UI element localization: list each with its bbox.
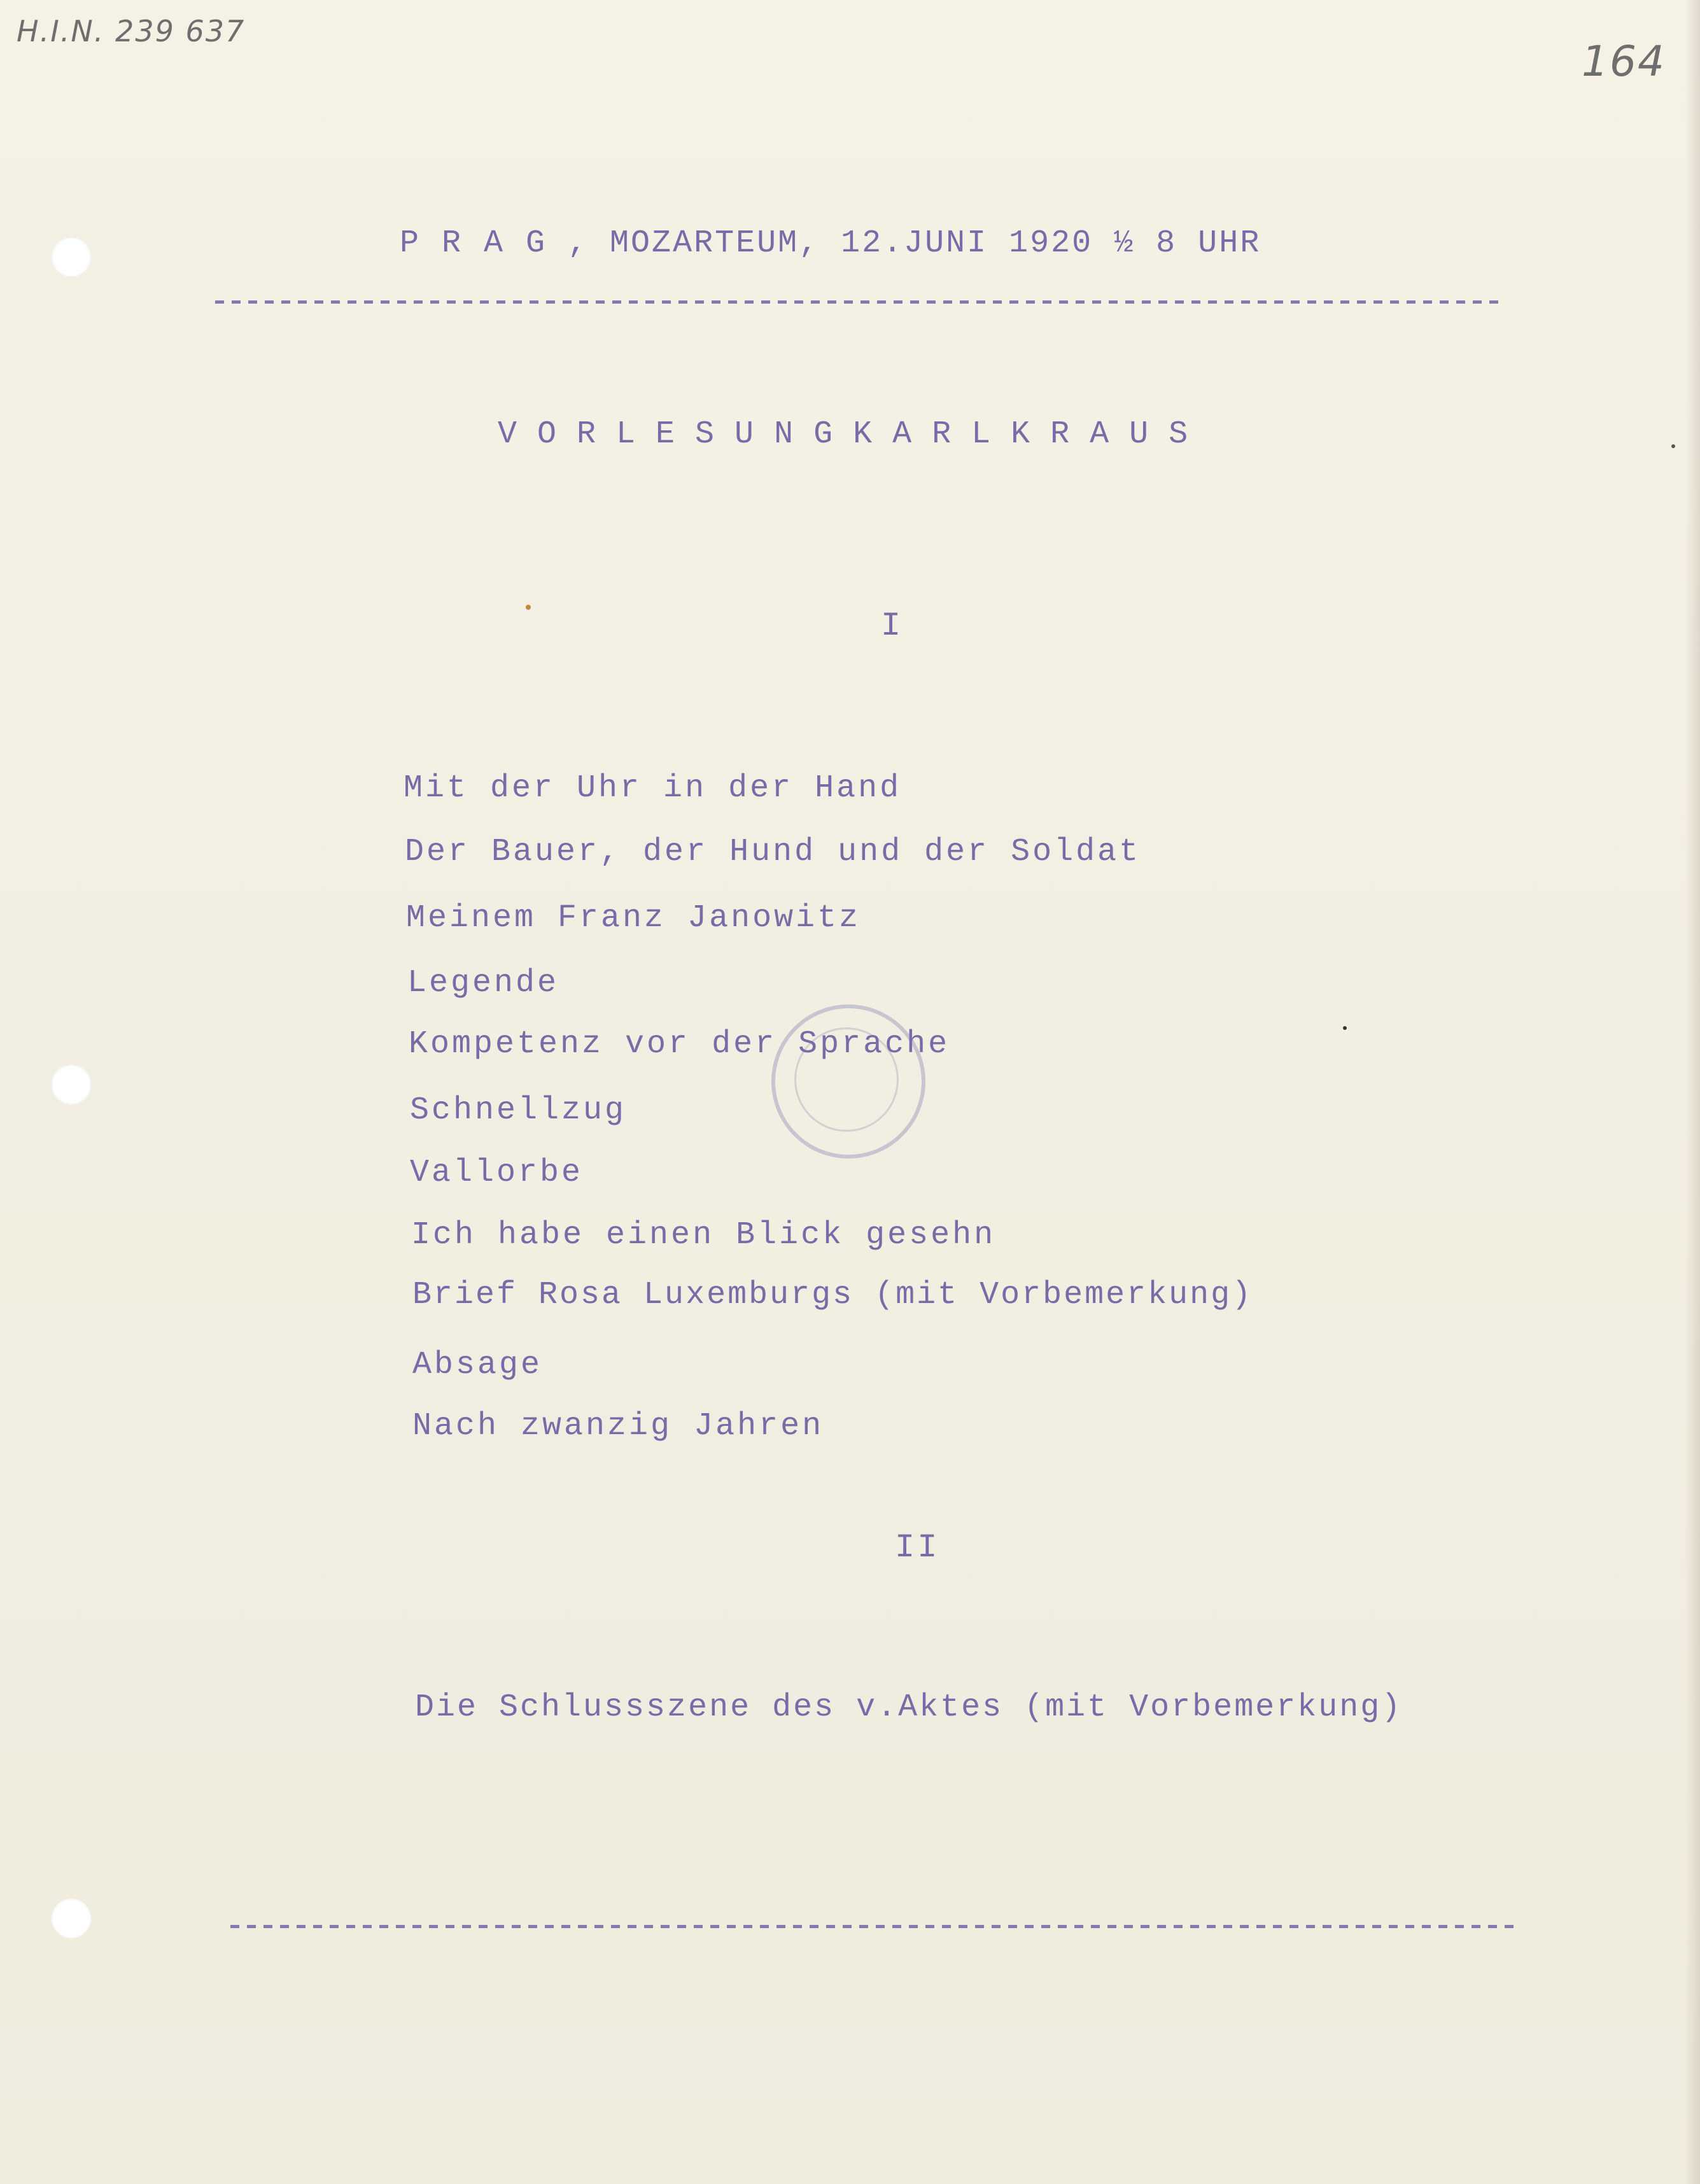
punch-hole-bottom: [51, 1898, 92, 1939]
list-item: Brief Rosa Luxemburgs (mit Vorbemerkung): [412, 1277, 1253, 1313]
divider-bottom: [230, 1925, 1520, 1928]
list-item: Schnellzug: [410, 1092, 627, 1129]
list-item: Ich habe einen Blick gesehn: [411, 1217, 996, 1253]
list-item: Absage: [412, 1347, 543, 1383]
list-item: Legende: [407, 965, 559, 1001]
library-stamp: [771, 1004, 925, 1159]
archive-number: H.I.N. 239 637: [17, 14, 246, 48]
punch-hole-top: [51, 237, 92, 278]
list-item: Kompetenz vor der Sprache: [409, 1026, 950, 1062]
folio-number: 164: [1582, 37, 1666, 86]
list-item: Nach zwanzig Jahren: [412, 1408, 824, 1444]
page-edge-shadow: [1685, 0, 1700, 2184]
event-header: P R A G , MOZARTEUM, 12.JUNI 1920 ½ 8 UHR: [400, 225, 1261, 262]
punch-hole-middle: [51, 1064, 92, 1105]
part-one-numeral: I: [881, 607, 904, 645]
list-item: Der Bauer, der Hund und der Soldat: [405, 834, 1141, 870]
paper-speck: [1671, 444, 1675, 448]
divider-top: [215, 300, 1502, 304]
list-item: Mit der Uhr in der Hand: [404, 770, 902, 807]
paper-speck: [1343, 1026, 1347, 1030]
document-title: V O R L E S U N G K A R L K R A U S: [498, 416, 1189, 453]
paper-speck: [526, 605, 531, 610]
list-item: Die Schlussszene des v.Aktes (mit Vorbemerkung): [415, 1689, 1403, 1726]
part-two-numeral: II: [895, 1529, 940, 1567]
list-item: Meinem Franz Janowitz: [406, 900, 861, 936]
list-item: Vallorbe: [410, 1155, 584, 1191]
